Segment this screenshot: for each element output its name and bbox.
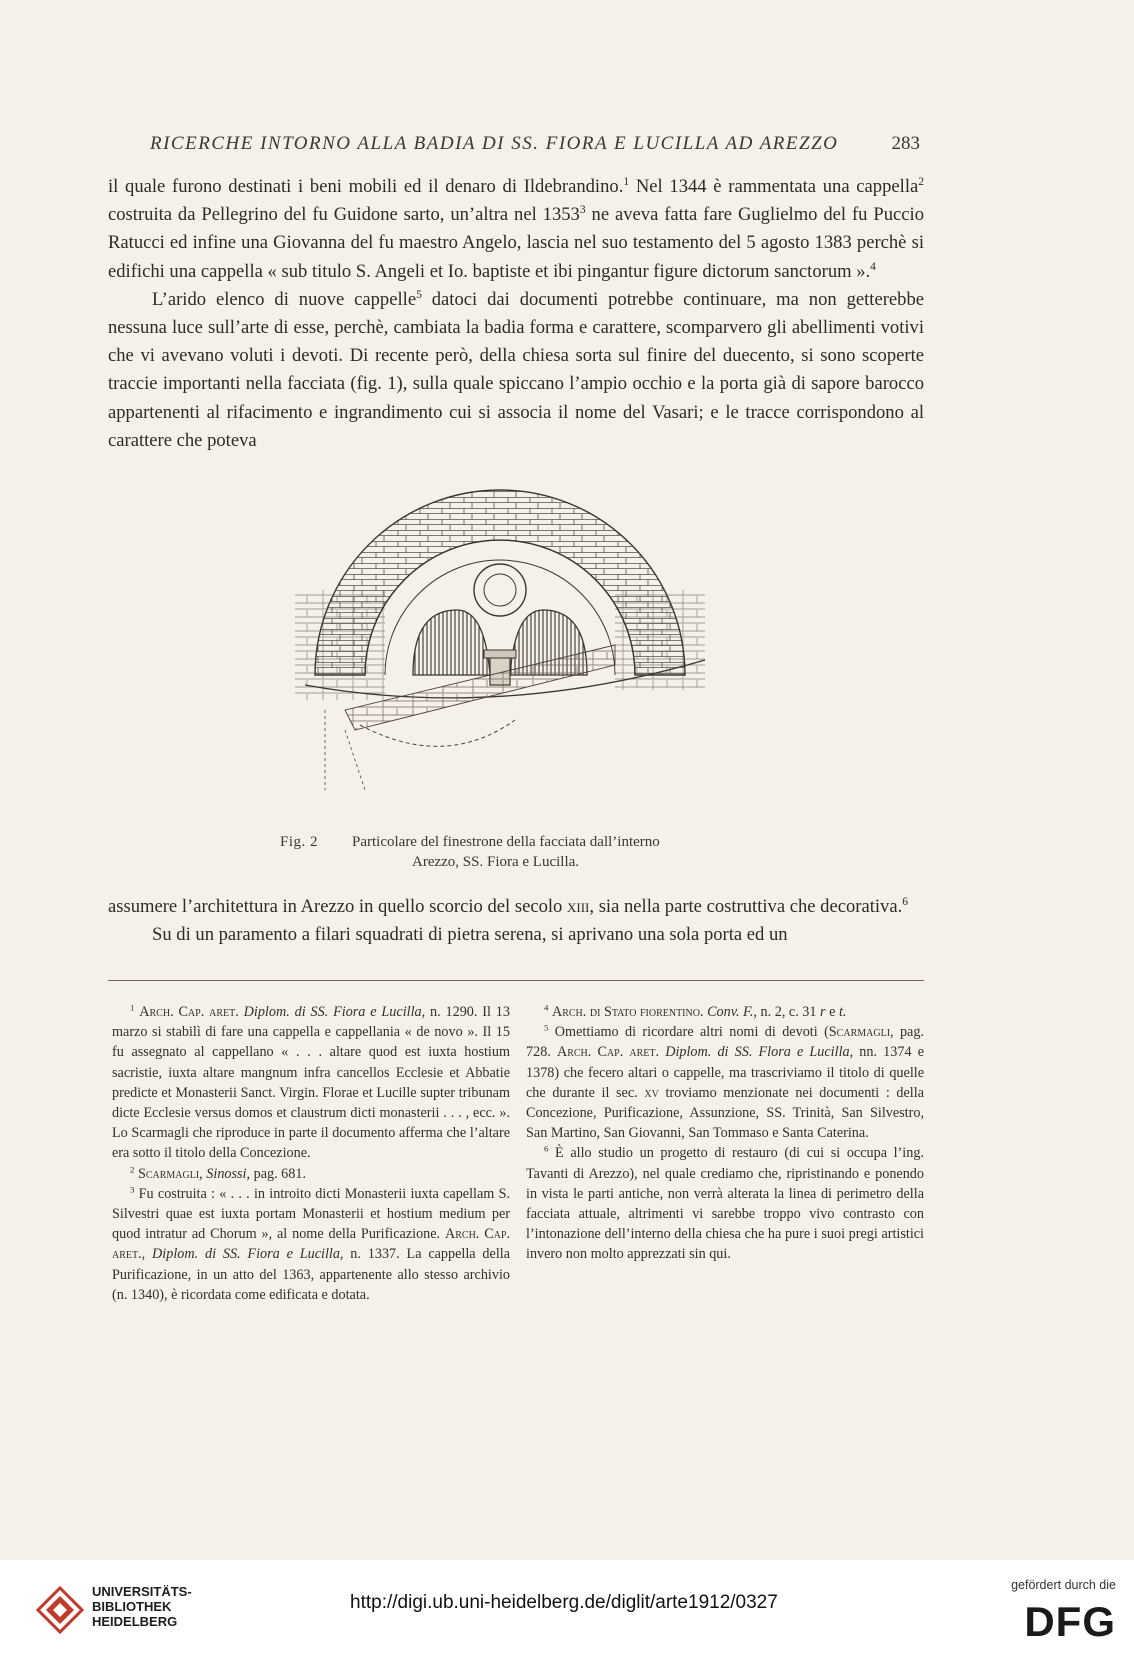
footnotes-right-column	[526, 1002, 924, 1265]
text-run: Diplom. di SS. Flora e Lucilla,	[665, 1044, 854, 1061]
body-text-bottom	[108, 893, 924, 949]
permalink-url[interactable]: http://digi.ub.uni-heidelberg.de/diglit/arte1912/0327	[350, 1592, 778, 1613]
text-run: assumere l’architettura in Arezzo in quello scorcio del secolo	[108, 896, 567, 917]
dfg-logo: DFG	[1024, 1598, 1116, 1645]
institution-name	[92, 1584, 192, 1629]
university-library-logo-icon	[36, 1586, 84, 1634]
text-run: Arch. Cap. aret.,	[112, 1226, 510, 1263]
text-run: costruita da Pellegrino del fu Guidone sarto, un’altra nel 1353	[108, 204, 580, 226]
text-run: t.	[838, 1004, 847, 1020]
footnote	[112, 1002, 510, 1164]
text-run: ne aveva fatta fare Guglielmo del fu Puccio Ratucci ed infine una Giovanna del fu maestro Angelo, lascia nel suo testamento del 5 agosto 1383 perchè si edifichi una cappella « sub titulo S. Angeli et Io. baptiste et ibi pingantur figure dictorum sanctorum ».	[108, 204, 924, 282]
footnote-number: 4	[544, 1002, 549, 1013]
footnote	[526, 1002, 924, 1022]
institution-line: UNIVERSITÄTS-	[92, 1584, 192, 1599]
text-run: n. 1337. La cappella della Purificazione, in un atto del 1363, appartenente allo stesso archivio (n. 1340), è ricordata come edificata e dotata.	[112, 1246, 511, 1303]
footnote-ref: 4	[870, 260, 876, 273]
footnote-ref: 5	[416, 288, 422, 301]
footnote-ref: 6	[902, 895, 909, 908]
footnote-number: 2	[130, 1163, 135, 1174]
footnote	[526, 1022, 924, 1143]
caption-line-2: Arezzo, SS. Fiora e Lucilla.	[412, 854, 580, 870]
institution-line: BIBLIOTHEK	[92, 1599, 172, 1614]
text-run: n. 2, c. 31	[756, 1004, 821, 1020]
footnote	[526, 1143, 924, 1264]
text-run: Scarmagli,	[828, 1024, 894, 1041]
text-run: , sia nella parte costruttiva che decorativa.	[589, 896, 903, 917]
footnotes-left-column	[112, 1002, 510, 1305]
text-run: Fu costruita : « . . . in introito dicti Monasterii iuxta capellam S. Silvestri quae est iuxta portam Monasterii et hostium medium per quod intratur ad Chorum », al nome della Purificazione.	[112, 1185, 511, 1243]
text-run: pag. 728.	[526, 1024, 924, 1061]
footnote-ref: 1	[623, 175, 630, 188]
running-title: RICERCHE INTORNO ALLA BADIA DI SS. FIORA E LUCILLA AD AREZZO	[150, 133, 839, 154]
body-text-top	[108, 173, 924, 455]
text-run: Scarmagli,	[137, 1165, 203, 1182]
text-run: Arch. Cap. aret.	[139, 1004, 239, 1020]
figure-caption	[280, 832, 840, 872]
footnote-number: 5	[544, 1022, 549, 1033]
text-run: Diplom. di SS. Fiora e Lucilla,	[243, 1004, 426, 1020]
text-run: Omettiamo di ricordare altri nomi di devoti (	[554, 1024, 829, 1041]
paragraph	[108, 286, 924, 455]
text-run: pag. 681.	[250, 1165, 307, 1182]
text-run: Arch. di Stato fiorentino.	[551, 1004, 704, 1020]
footnote-number: 3	[130, 1184, 135, 1195]
text-run: Diplom. di SS. Fiora e Lucilla,	[152, 1246, 344, 1263]
text-run: xiii	[567, 896, 590, 917]
text-run: L’arido elenco di nuove cappelle	[152, 288, 417, 310]
footnote	[112, 1184, 510, 1305]
figure-label: Fig. 2	[280, 834, 319, 850]
text-run: xv	[644, 1084, 659, 1101]
text-run: Conv. F.,	[707, 1004, 757, 1020]
footnote-number: 1	[130, 1002, 135, 1013]
footnote-ref: 2	[918, 175, 925, 188]
paragraph	[108, 893, 924, 921]
caption-line-1: Particolare del finestrone della facciata dall’interno	[352, 834, 660, 850]
running-header	[150, 133, 920, 155]
text-run: r	[820, 1004, 826, 1020]
text-run: Arch. Cap. aret.	[556, 1044, 660, 1061]
text-run: il quale furono destinati i beni mobili ed il denaro di Ildebrandino.	[108, 176, 624, 197]
arch-window-illustration	[285, 470, 725, 830]
footnote-number: 6	[544, 1143, 549, 1154]
footnote-ref: 3	[579, 204, 586, 217]
text-run: n. 1290. Il 13 marzo si stabilì di fare una cappella e cappellania « de novo ». Il 15 fu assegnato al cappellano « . . . altare quod est iuxta hostium sacristie, iuxta altare mangnum infra cancellos Ecclesie et Abbatie predicte et Monasterii Sanct. Virgin. Florae et Lucille supter tribunam dicte Ecclesie versus domos et claustrum dicti monasterii . . . , ecc. ». Lo Scarmagli che riproduce in parte il documento afferma che l’altare era sotto il titolo della Concezione.	[112, 1004, 510, 1162]
institution-line: HEIDELBERG	[92, 1614, 178, 1629]
text-run: datoci dai documenti potrebbe continuare, ma non getterebbe nessuna luce sull’arte di esse, perchè, cambiata la badia forma e carattere, scomparvero gli abellimenti votivi che vi avevano voluti i devoti. Di recente però, della chiesa sorta sul finire del duecento, si sono scoperte traccie importanti nella facciata (fig. 1), sulla quale spiccano l’ampio occhio e la porta già di sapore barocco appartenenti al rifacimento e ingrandimento cui si associa il nome del Vasari; e le tracce corrispondono al carattere che poteva	[108, 288, 925, 451]
text-run: È allo studio un progetto di restauro (di cui si occupa l’ing. Tavanti di Arezzo), nel quale crediamo che, ripristinando e ponendo in vista le parti antiche, non verrà alterata la linea di perimetro della facciata attuale, altrimenti vi sarebbe troppo vivo contrasto con l’intonazione dell’interno della chiesa che ha pure i suoi pregi artistici invero non molto apprezzati sin qui.	[526, 1145, 924, 1263]
paragraph: Su di un paramento a filari squadrati di pietra serena, si aprivano una sola porta ed un	[152, 924, 788, 946]
footnote	[112, 1164, 510, 1184]
text-run: Nel 1344 è rammentata una cappella	[629, 176, 919, 197]
footnote-divider	[108, 980, 924, 981]
text-run: e	[825, 1004, 839, 1020]
text-run: nn. 1374 e 1378) che fecero altari o cappelle, ma trascriviamo il titolo di quelle che durante il sec.	[526, 1044, 924, 1101]
figure-window-drawing	[285, 470, 725, 830]
text-run: Sinossi,	[206, 1165, 251, 1182]
paragraph	[108, 173, 924, 286]
text-run: troviamo menzionate nei documenti : della Concezione, Purificazione, Assunzione, SS. Trinità, San Silvestro, San Martino, San Giovanni, San Tommaso e Santa Caterina.	[526, 1084, 924, 1142]
viewer-footer	[0, 1560, 1134, 1656]
sponsor-note: gefördert durch die	[1011, 1578, 1116, 1592]
page-number: 283	[891, 133, 920, 154]
